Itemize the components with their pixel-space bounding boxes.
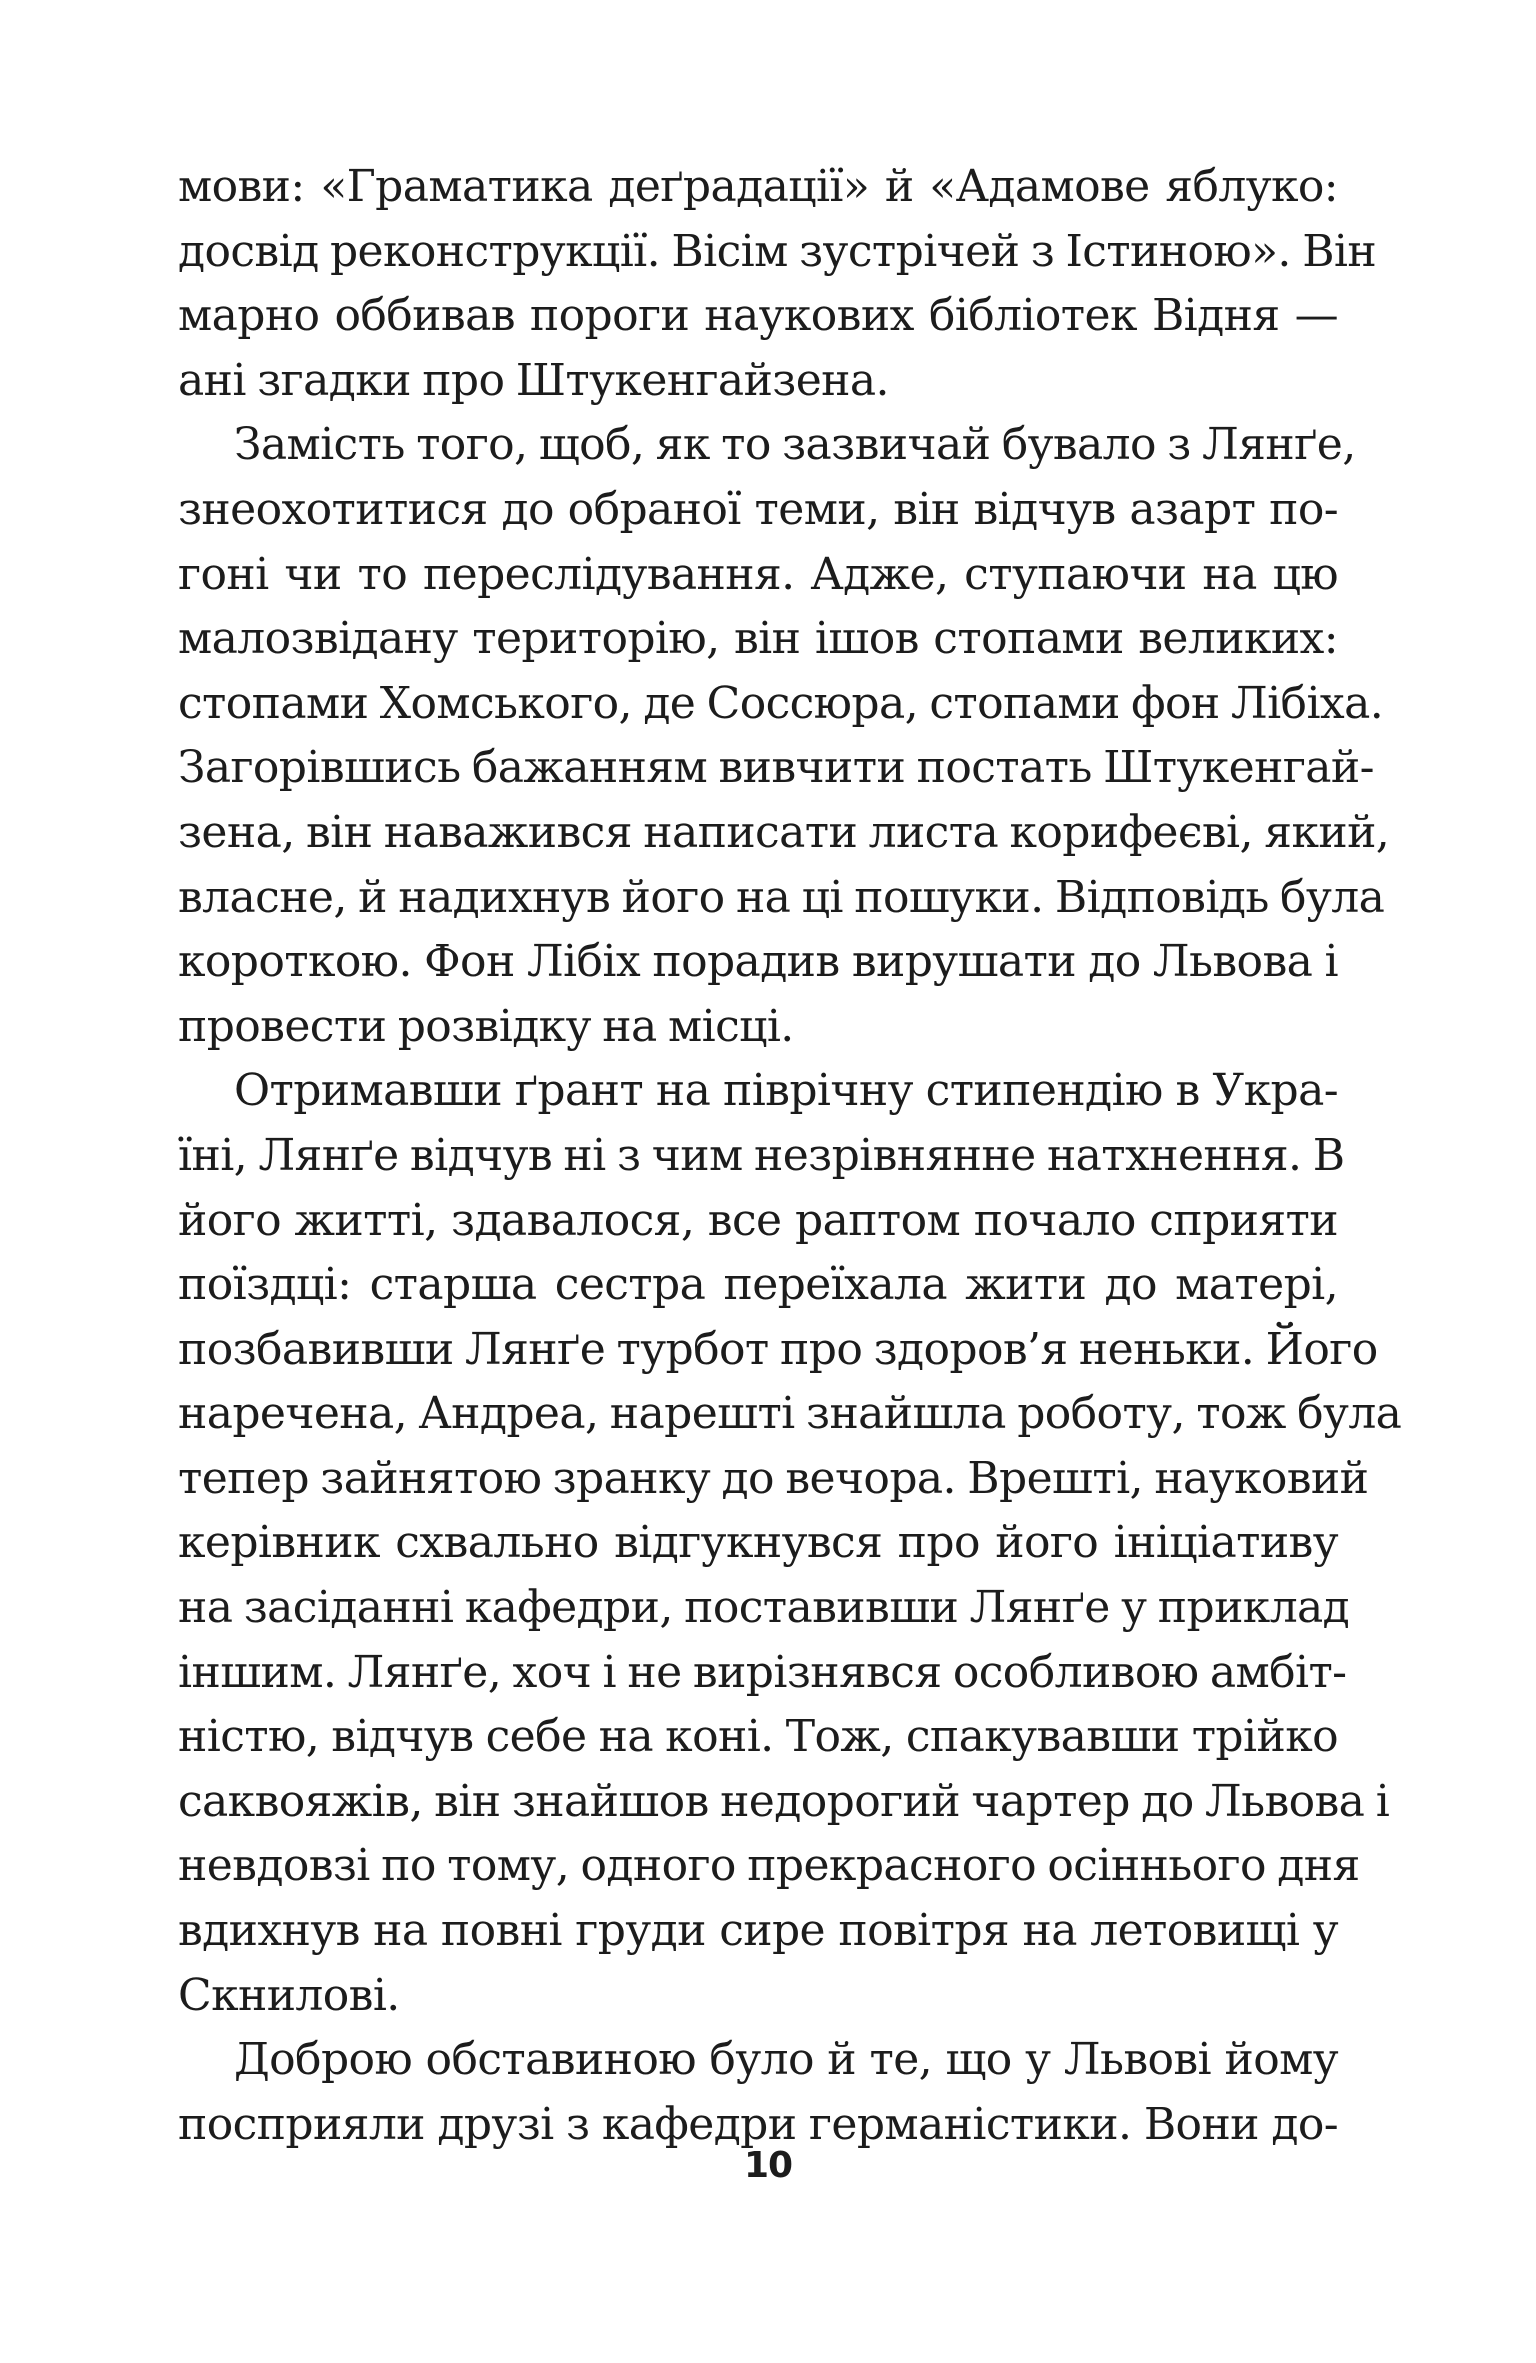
text-line: стопами Хомського, де Соссюра, стопами фон Лібіха. (178, 677, 1384, 729)
text-line: його житті, здавалося, все раптом почало сприяти (178, 1194, 1338, 1246)
text-line: на засіданні кафедри, поставивши Лянґе у приклад (178, 1582, 1350, 1634)
text-line: зена, він наважився написати листа корифеєві, який, (178, 806, 1390, 858)
text-line: ністю, відчув себе на коні. Тож, спакувавши трійко (178, 1711, 1338, 1763)
text-line: посприяли друзі з кафедри германістики. Вони до- (178, 2098, 1338, 2150)
text-line: іншим. Лянґе, хоч і не вирізнявся особливою амбіт- (178, 1646, 1347, 1698)
text-line: вдихнув на повні груди сире повітря на летовищі у (178, 1905, 1338, 1957)
text-line: власне, й надихнув його на ці пошуки. Відповідь була (178, 871, 1385, 923)
paragraph-first-line: Доброю обставиною було й те, що у Львові йому (234, 2034, 1338, 2086)
text-line: позбавивши Лянґе турбот про здоров’я неньки. Його (178, 1323, 1378, 1375)
paragraph-first-line: Замість того, щоб, як то зазвичай бувало з Лянґе, (234, 419, 1356, 471)
paragraph-first-line: Отримавши ґрант на піврічну стипендію в Укра- (234, 1065, 1338, 1117)
text-line: ані згадки про Штукенгайзена. (178, 354, 889, 406)
text-line: досвід реконструкції. Вісім зустрічей з Істиною». Він (178, 225, 1377, 277)
text-line: гоні чи то переслідування. Адже, ступаючи на цю (178, 548, 1338, 600)
text-line: Скнилові. (178, 1969, 400, 2021)
text-line: марно оббивав пороги наукових бібліотек Відня — (178, 290, 1338, 342)
body-text (178, 155, 1402, 2157)
text-line: тепер зайнятою зранку до вечора. Врешті, науковий (178, 1452, 1369, 1504)
text-line: короткою. Фон Лібіх порадив вирушати до Львова і (178, 936, 1338, 988)
text-line: керівник схвально відгукнувся про його ініціативу (178, 1517, 1338, 1569)
text-line: невдовзі по тому, одного прекрасного осіннього дня (178, 1840, 1360, 1892)
text-line: наречена, Андреа, нарешті знайшла роботу, тож була (178, 1388, 1402, 1440)
text-line: саквояжів, він знайшов недорогий чартер до Львова і (178, 1775, 1390, 1827)
text-line: Загорівшись бажанням вивчити постать Штукенгай- (178, 742, 1374, 794)
text-line: мови: «Граматика деґрадації» й «Адамове яблуко: (178, 161, 1338, 212)
text-line: провести розвідку на місці. (178, 1000, 794, 1052)
text-line: їні, Лянґе відчув ні з чим незрівнянне натхнення. В (178, 1129, 1345, 1181)
text-line: малозвідану територію, він ішов стопами великих: (178, 613, 1338, 665)
text-line: знеохотитися до обраної теми, він відчув азарт по- (178, 483, 1338, 535)
page-number: 10 (743, 2145, 793, 2186)
text-line: поїздці: старша сестра переїхала жити до матері, (178, 1259, 1338, 1311)
